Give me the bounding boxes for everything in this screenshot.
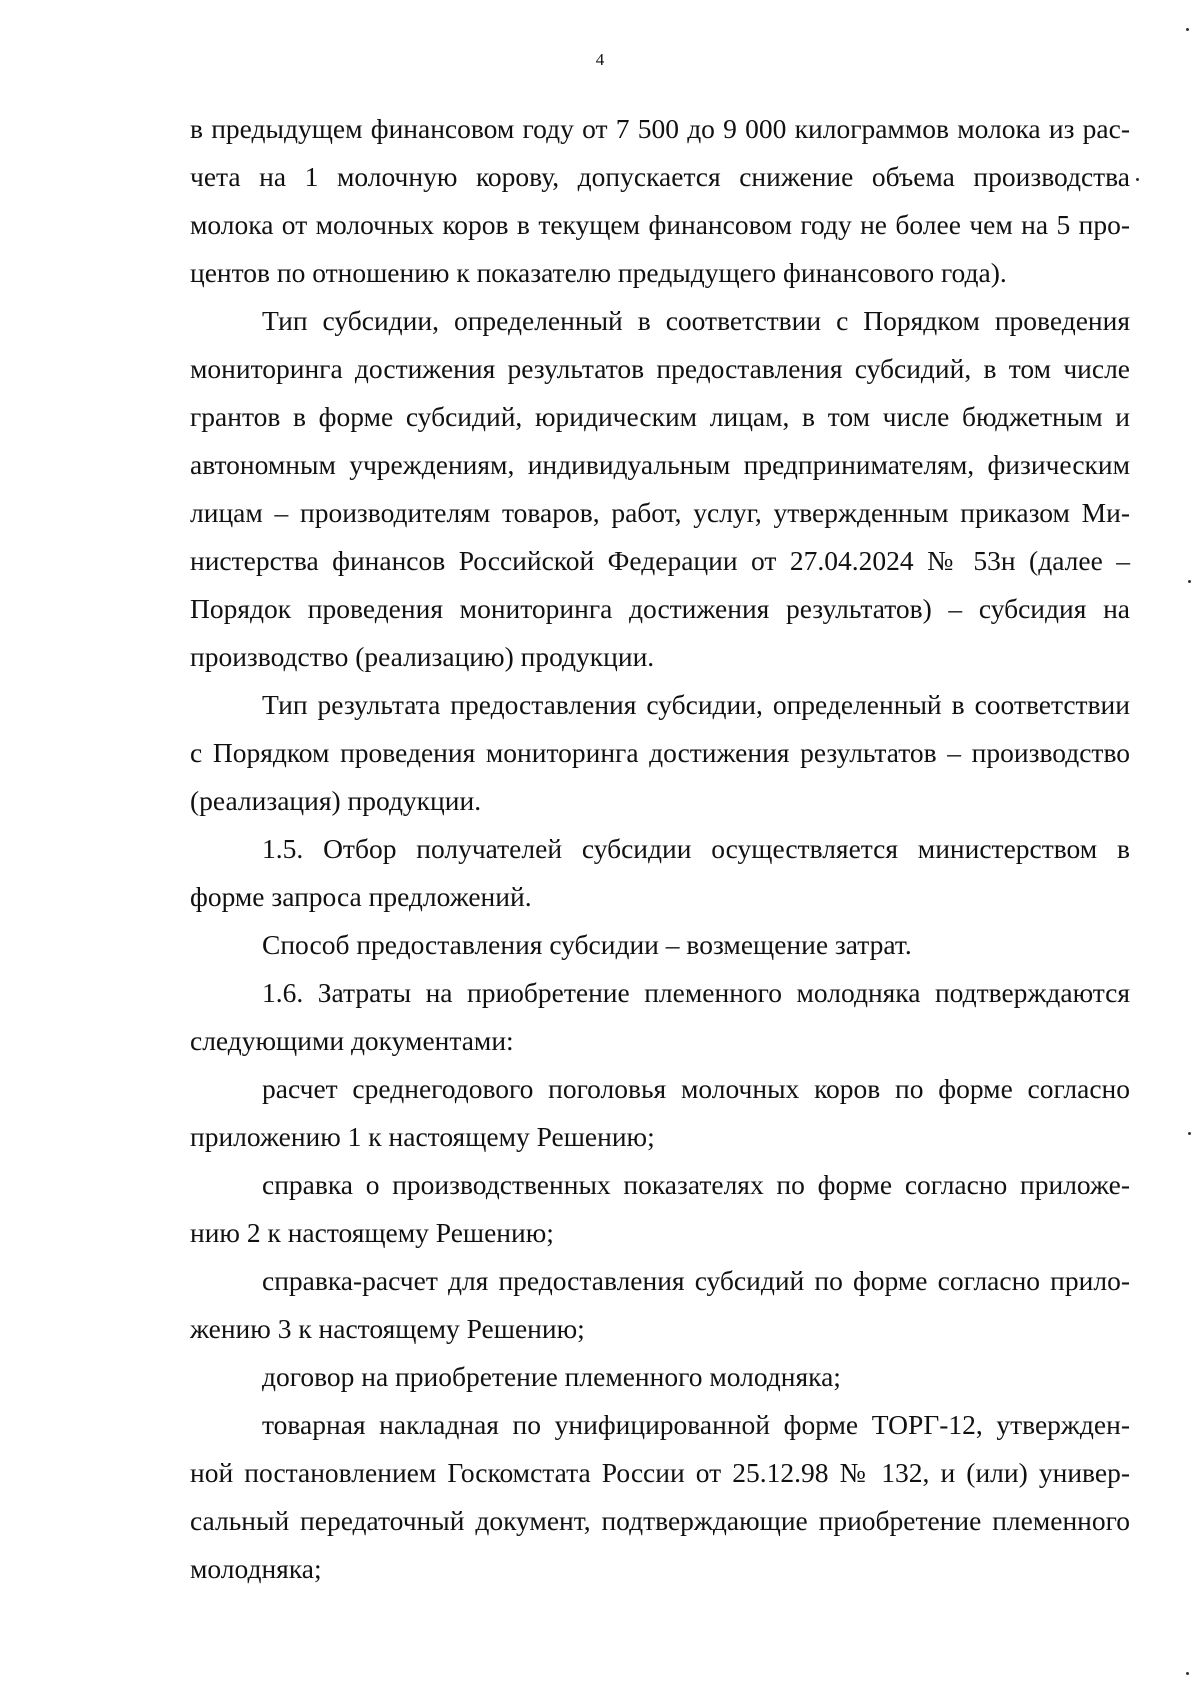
scan-speck [1188,580,1191,583]
paragraph [190,297,1130,681]
text-line: справка о производственных показателях по форме согласно приложе- [262,1169,1130,1200]
text-line: с Порядком проведения мониторинга достижения результатов – производство [190,737,1130,768]
paragraph [190,1257,1130,1353]
text-line: приложению 1 к настоящему Решению; [190,1121,655,1152]
text-line: Способ предоставления субсидии – возмещение затрат. [262,929,912,960]
text-line: жению 3 к настоящему Решению; [190,1313,585,1344]
paragraph [190,1353,1130,1401]
text-line: Порядок проведения мониторинга достижения результатов) – субсидия на [190,593,1130,624]
text-line: автономным учреждениям, индивидуальным предпринимателям, физическим [190,449,1130,480]
text-line: мониторинга достижения результатов предоставления субсидий, в том числе [190,353,1130,384]
text-line: договор на приобретение племенного молодняка; [262,1361,841,1392]
text-line: следующими документами: [190,1025,514,1056]
page-number: 4 [595,50,605,69]
text-line: форме запроса предложений. [190,881,532,912]
paragraph [190,825,1130,921]
text-line: Тип субсидии, определенный в соответствии с Порядком проведения [262,305,1130,336]
text-line: производство (реализацию) продукции. [190,641,655,672]
scan-speck [1186,28,1189,31]
text-line: в предыдущем финансовом году от 7 500 до 9 000 килограммов молока из рас- [190,113,1130,144]
paragraph [190,969,1130,1065]
paragraph [190,1401,1130,1593]
text-line: 1.6. Затраты на приобретение племенного молодняка подтверждаются [262,977,1130,1008]
text-line: товарная накладная по унифицированной форме ТОРГ-12, утвержден- [262,1409,1130,1440]
text-line: нистерства финансов Российской Федерации от 27.04.2024 № 53н (далее – [190,545,1130,576]
paragraph [190,921,1130,969]
text-line: Тип результата предоставления субсидии, определенный в соответствии [262,689,1130,720]
paragraph [190,105,1130,297]
text-line: чета на 1 молочную корову, допускается снижение объема производства [190,161,1130,192]
text-line: нию 2 к настоящему Решению; [190,1217,554,1248]
text-line: (реализация) продукции. [190,785,482,816]
paragraph [190,681,1130,825]
text-line: центов по отношению к показателю предыдущего финансового года). [190,257,1007,288]
text-line: сальный передаточный документ, подтверждающие приобретение племенного [190,1505,1130,1536]
text-line: ной постановлением Госкомстата России от 25.12.98 № 132, и (или) универ- [190,1457,1130,1488]
text-line: грантов в форме субсидий, юридическим лицам, в том числе бюджетным и [190,401,1130,432]
text-line: лицам – производителям товаров, работ, услуг, утвержденным приказом Ми- [190,497,1130,528]
scan-speck [1136,178,1139,181]
text-line: расчет среднегодового поголовья молочных коров по форме согласно [262,1073,1130,1104]
text-line: справка-расчет для предоставления субсидий по форме согласно прило- [262,1265,1130,1296]
text-line: молодняка; [190,1553,322,1584]
paragraph [190,1161,1130,1257]
scan-speck [1186,1672,1189,1675]
document-body [190,105,1130,1593]
text-line: молока от молочных коров в текущем финансовом году не более чем на 5 про- [190,209,1130,240]
scan-speck [1188,1132,1191,1135]
text-line: 1.5. Отбор получателей субсидии осуществляется министерством в [262,833,1130,864]
paragraph [190,1065,1130,1161]
